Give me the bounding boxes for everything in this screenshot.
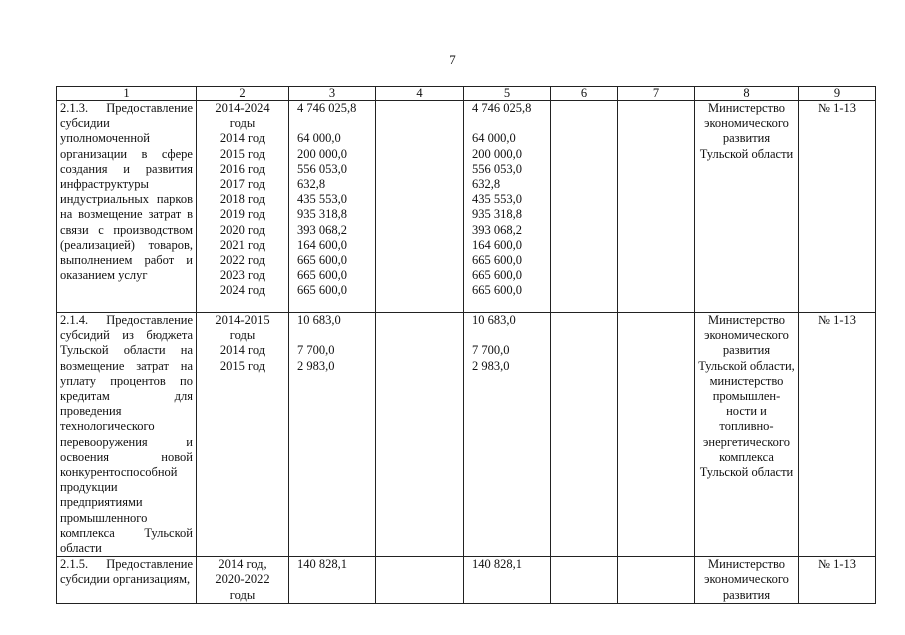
program-table xyxy=(56,86,876,604)
header-cell: 9 xyxy=(799,87,876,101)
period-cell: 2014-2015 годы 2014 год 2015 год xyxy=(197,313,289,557)
indicator-ref-cell: № 1-13 xyxy=(799,101,876,313)
funding-cell-col7 xyxy=(618,557,695,604)
page-number: 7 xyxy=(449,52,456,67)
header-cell: 2 xyxy=(197,87,289,101)
funding-cell-col6 xyxy=(551,101,618,313)
header-cell: 3 xyxy=(289,87,376,101)
measure-name-cell: 2.1.5. Предоставление субсидии организациям, xyxy=(57,557,197,604)
executor-cell: Министерство экономического развития Тульской области xyxy=(695,101,799,313)
funding-cell-col4 xyxy=(376,313,464,557)
period-cell: 2014-2024 годы 2014 год 2015 год 2016 год 2017 год 2018 год 2019 год 2020 год 2021 год 2022 год 2023 год 2024 год xyxy=(197,101,289,313)
header-cell: 7 xyxy=(618,87,695,101)
measure-name-cell: 2.1.3. Предоставление субсидии уполномоченной организации в сфере создания и развития инфраструктуры индустриальных парков на возмещение затрат в связи с производством (реализацией) товаров, выполнением работ и оказанием услуг xyxy=(57,101,197,313)
header-cell: 1 xyxy=(57,87,197,101)
funding-cell-col6 xyxy=(551,557,618,604)
funding-cell-col7 xyxy=(618,313,695,557)
table-row xyxy=(57,313,876,557)
executor-cell: Министерство экономического развития xyxy=(695,557,799,604)
header-row xyxy=(57,87,876,101)
funding-cell-col4 xyxy=(376,557,464,604)
funding-cell-col6 xyxy=(551,313,618,557)
header-cell: 4 xyxy=(376,87,464,101)
executor-cell: Министерство экономического развития Тульской области, министерство промышлен-ности и топливно-энергетического комплекса Тульской области xyxy=(695,313,799,557)
funding-cell-col4 xyxy=(376,101,464,313)
total-funding-cell: 10 683,0 7 700,0 2 983,0 xyxy=(289,313,376,557)
funding-cell-col5: 4 746 025,8 64 000,0 200 000,0 556 053,0 632,8 435 553,0 935 318,8 393 068,2 164 600,0 665 600,0 665 600,0 665 600,0 xyxy=(464,101,551,313)
measure-name-cell: 2.1.4. Предоставление субсидий из бюджета Тульской области на возмещение затрат на уплату процентов по кредитам для проведения технологического перевооружения и освоения новой конкурентоспособной продукции предприятиями промышленного комплекса Тульской области xyxy=(57,313,197,557)
indicator-ref-cell: № 1-13 xyxy=(799,313,876,557)
total-funding-cell: 4 746 025,8 64 000,0 200 000,0 556 053,0 632,8 435 553,0 935 318,8 393 068,2 164 600,0 665 600,0 665 600,0 665 600,0 xyxy=(289,101,376,313)
header-cell: 8 xyxy=(695,87,799,101)
table-row xyxy=(57,557,876,604)
header-cell: 5 xyxy=(464,87,551,101)
total-funding-cell: 140 828,1 xyxy=(289,557,376,604)
period-cell: 2014 год, 2020-2022 годы xyxy=(197,557,289,604)
table-row xyxy=(57,101,876,313)
funding-cell-col7 xyxy=(618,101,695,313)
indicator-ref-cell: № 1-13 xyxy=(799,557,876,604)
funding-cell-col5: 10 683,0 7 700,0 2 983,0 xyxy=(464,313,551,557)
funding-cell-col5: 140 828,1 xyxy=(464,557,551,604)
header-cell: 6 xyxy=(551,87,618,101)
